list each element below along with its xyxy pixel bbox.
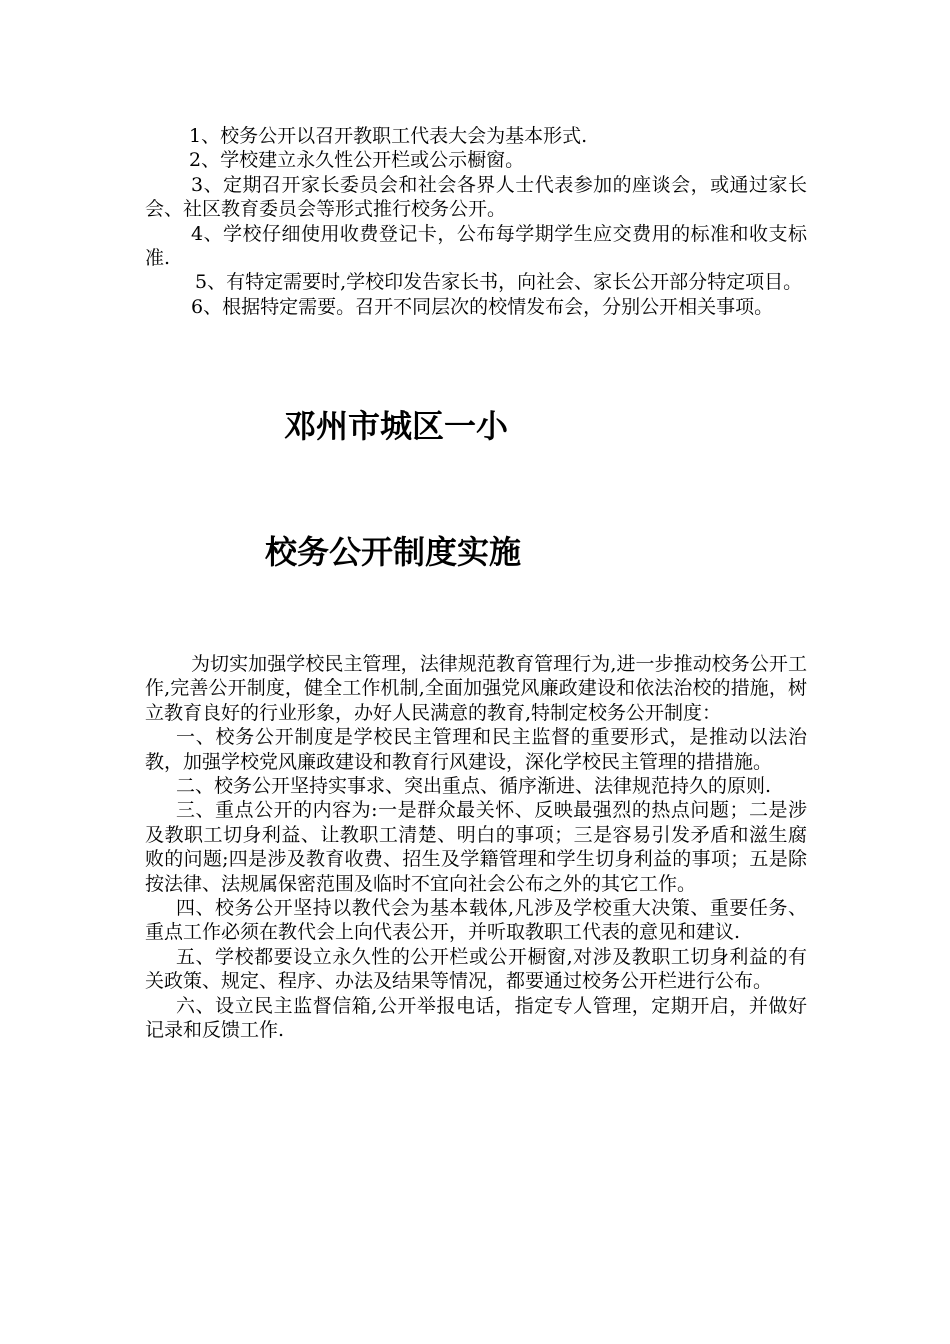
policy-body [145, 652, 807, 1043]
list-item-5: 5、有特定需要时,学校印发告家长书，向社会、家长公开部分特定项目。 [195, 271, 803, 294]
policy-item-2: 二、校务公开坚持实事求、突出重点、循序渐进、法律规范持久的原则. [176, 775, 772, 798]
policy-item-6: 六、设立民主监督信箱,公开举报电话，指定专人管理，定期开启，并做好记录和反馈工作. [145, 994, 807, 1042]
policy-item-4: 四、校务公开坚持以教代会为基本载体,凡涉及学校重大决策、重要任务、重点工作必须在教代会上向代表公开，并听取教职工代表的意见和建议. [145, 897, 807, 944]
list-item-1: 1、校务公开以召开教职工代表大会为基本形式. [189, 125, 588, 147]
intro-paragraph: 为切实加强学校民主管理，法律规范教育管理行为,进一步推动校务公开工作,完善公开制度，健全工作机制,全面加强党风廉政建设和依法治校的措施，树立教育良好的行业形象，办好人民满意的教育,特制定校务公开制度： [145, 653, 807, 724]
list-item-2: 2、学校建立永久性公开栏或公示橱窗。 [189, 149, 525, 172]
school-title: 邓州市城区一小 [284, 407, 509, 445]
policy-item-1: 一、校务公开制度是学校民主管理和民主监督的重要形式，是推动以法治教，加强学校党风廉政建设和教育行风建设，深化学校民主管理的措措施。 [145, 726, 807, 773]
policy-item-5: 五、学校都要设立永久性的公开栏或公开橱窗,对涉及教职工切身利益的有关政策、规定、程序、办法及结果等情况，都要通过校务公开栏进行公布。 [145, 945, 807, 993]
list-item-3: 3、定期召开家长委员会和社会各界人士代表参加的座谈会，或通过家长会、社区教育委员会等形式推行校务公开。 [145, 173, 807, 221]
list-item-4: 4、学校仔细使用收费登记卡，公布每学期学生应交费用的标准和收支标准. [145, 222, 807, 270]
disclosure-forms-list [145, 124, 807, 319]
policy-item-3: 三、重点公开的内容为:一是群众最关怀、反映最强烈的热点问题；二是涉及教职工切身利益、让教职工清楚、明白的事项；三是容易引发矛盾和滋生腐败的问题;四是涉及教育收费、招生及学籍管理和学生切身利益的事项；五是除按法律、法规属保密范围及临时不宜向社会公布之外的其它工作。 [145, 799, 807, 895]
list-item-6: 6、根据特定需要。召开不同层次的校情发布会，分别公开相关事项。 [191, 295, 774, 318]
system-title: 校务公开制度实施 [265, 533, 522, 571]
